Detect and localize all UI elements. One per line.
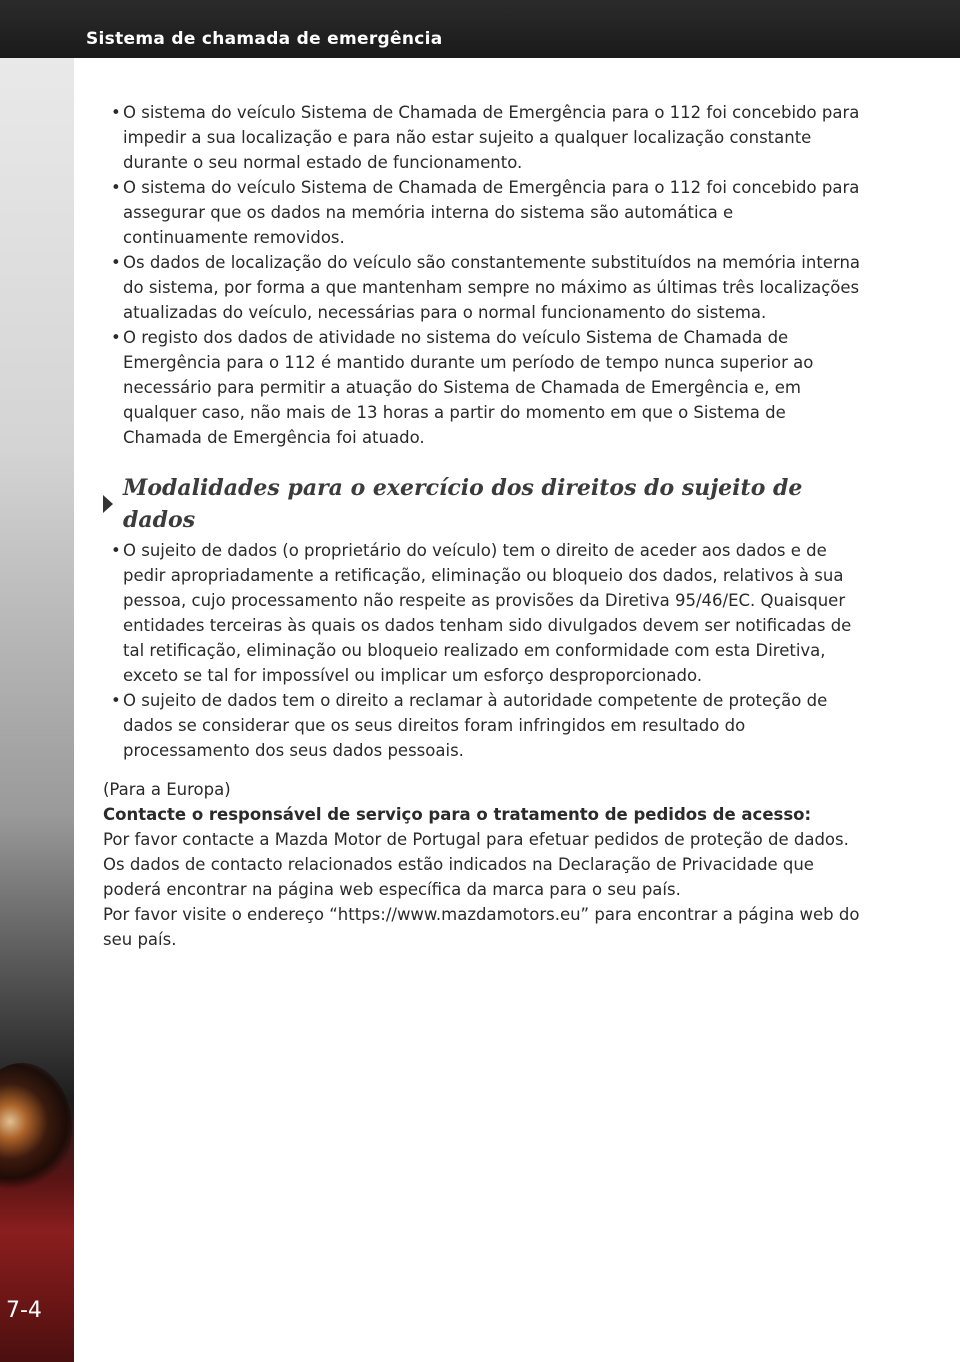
bullet-icon: • (111, 541, 121, 560)
page-header-title: Sistema de chamada de emergência (86, 29, 443, 49)
main-content (103, 100, 863, 952)
list-item: • O sistema do veículo Sistema de Chamada de Emergência para o 112 foi concebido para assegurar que os dados na memória interna do sistema são automática e continuamente removidos. (103, 175, 863, 250)
section-heading: Modalidades para o exercício dos direitos do sujeito de dados (103, 472, 863, 536)
website-paragraph: Por favor visite o endereço “https://www.mazdamotors.eu” para encontrar a página web do seu país. (103, 905, 860, 949)
contact-heading: Contacte o responsável de serviço para o tratamento de pedidos de acesso: (103, 805, 812, 824)
list-item: • O sujeito de dados (o proprietário do veículo) tem o direito de aceder aos dados e de pedir apropriadamente a retificação, eliminação ou bloqueio dos dados, relativos à sua pessoa, cujo processamento não respeite as provisões da Diretiva 95/46/EC. Quaisquer entidades terceiras às quais os dados tenham sido divulgados devem ser notificadas de tal retificação, eliminação ou bloqueio realizado em conformidade com esta Diretiva, exceto se tal for impossível ou implicar um esforço desproporcionado. (103, 538, 863, 688)
bullet-icon: • (111, 691, 121, 710)
bullet-icon: • (111, 253, 121, 272)
car-headlamp-image (0, 1063, 72, 1193)
side-decorative-strip (0, 58, 74, 1362)
list-item: • O registo dos dados de atividade no sistema do veículo Sistema de Chamada de Emergência para o 112 é mantido durante um período de tempo nunca superior ao necessário para permitir a atuação do Sistema de Chamada de Emergência e, em qualquer caso, não mais de 13 horas a partir do momento em que o Sistema de Chamada de Emergência foi atuado. (103, 325, 863, 450)
bullet-icon: • (111, 103, 121, 122)
list-item: • O sujeito de dados tem o direito a reclamar à autoridade competente de proteção de dados se considerar que os seus direitos foram infringidos em resultado do processamento dos seus dados pessoais. (103, 688, 863, 763)
list-item: • Os dados de localização do veículo são constantemente substituídos na memória interna do sistema, por forma a que mantenham sempre no máximo as últimas três localizações atualizadas do veículo, necessárias para o normal funcionamento do sistema. (103, 250, 863, 325)
europe-contact-block (103, 777, 863, 952)
bullet-icon: • (111, 178, 121, 197)
page-number: 7-4 (6, 1298, 42, 1323)
header-bar (0, 0, 960, 58)
list-item: • O sistema do veículo Sistema de Chamada de Emergência para o 112 foi concebido para impedir a sua localização e para não estar sujeito a qualquer localização constante durante o seu normal estado de funcionamento. (103, 100, 863, 175)
contact-paragraph: Por favor contacte a Mazda Motor de Portugal para efetuar pedidos de proteção de dados. Os dados de contacto relacionados estão indicados na Declaração de Privacidade que poderá encontrar na página web específica da marca para o seu país. (103, 830, 849, 899)
section-marker-icon (103, 495, 113, 513)
section-bullet-list (103, 538, 863, 763)
region-label: (Para a Europa) (103, 780, 231, 799)
bullet-icon: • (111, 328, 121, 347)
top-bullet-list (103, 100, 863, 450)
